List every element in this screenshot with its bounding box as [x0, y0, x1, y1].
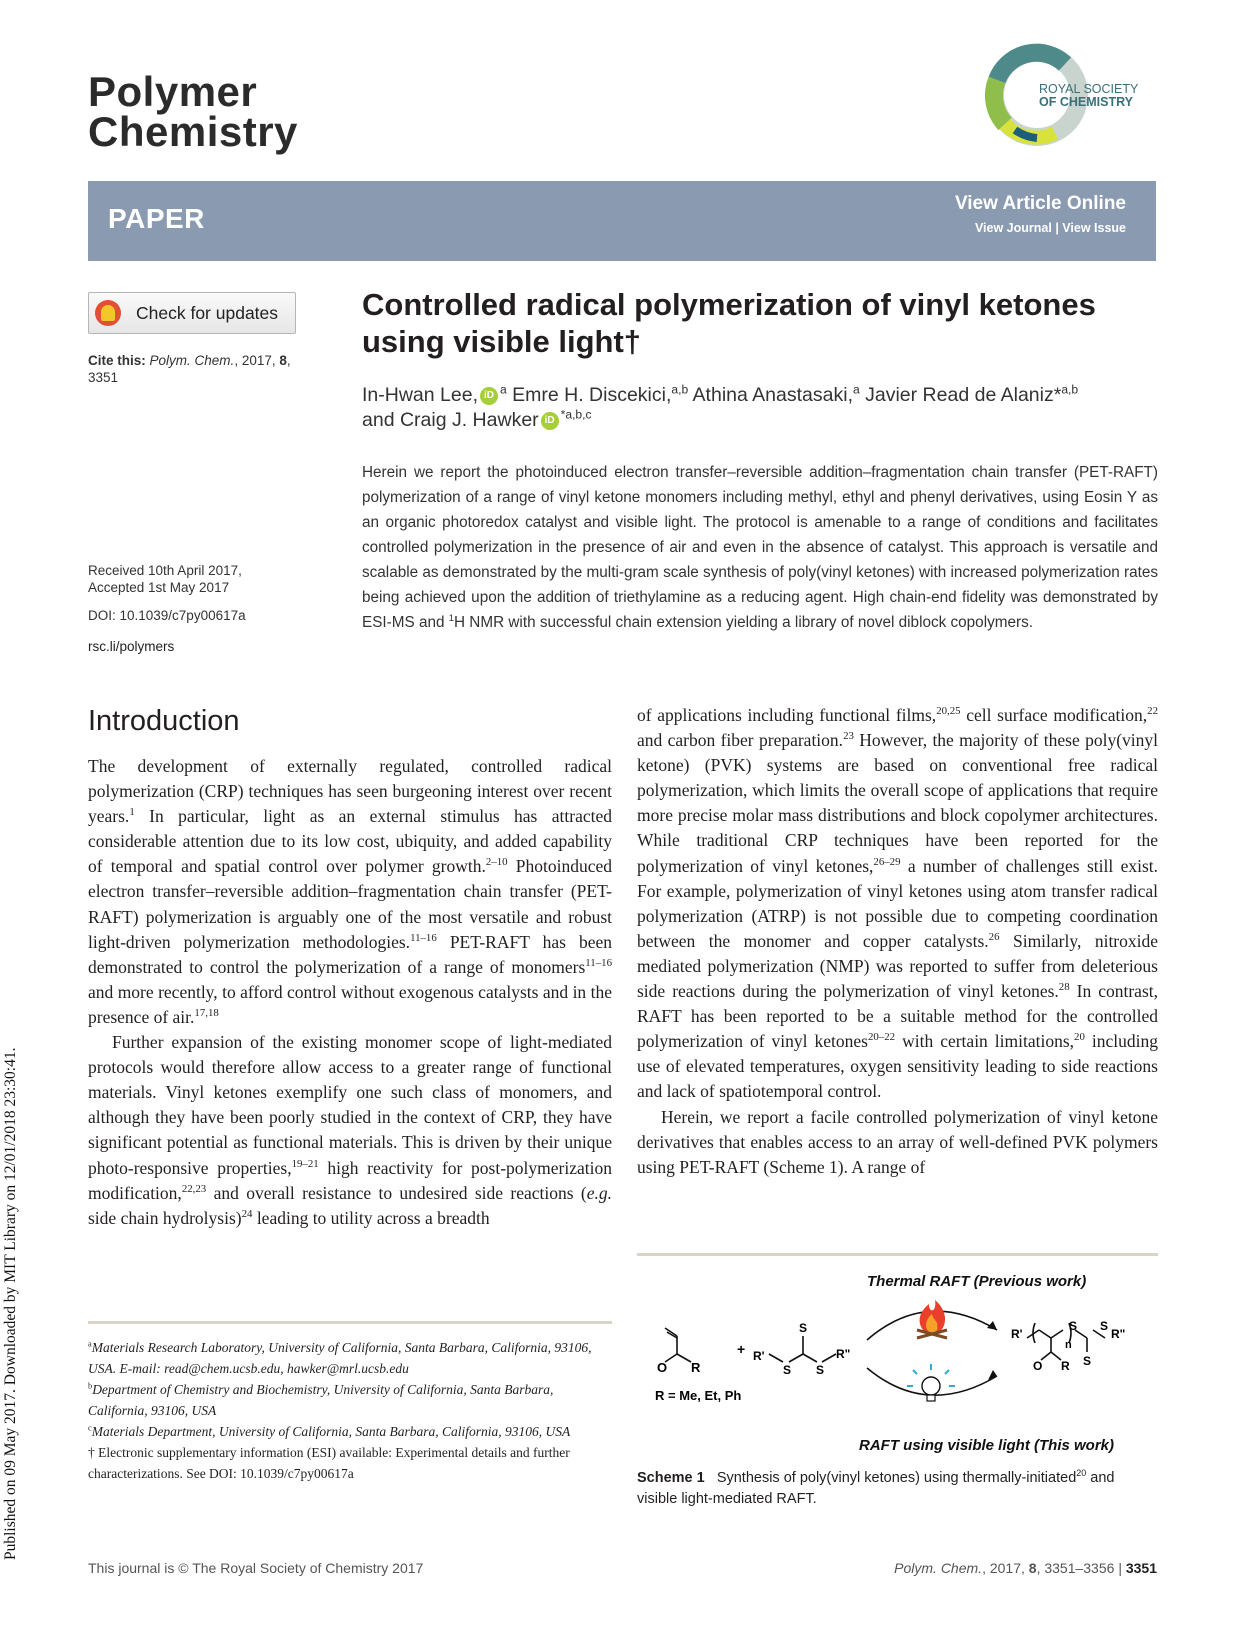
cite-page: 3351: [88, 370, 119, 385]
view-article-online-link[interactable]: View Article Online: [954, 193, 1126, 214]
check-for-updates-label: Check for updates: [136, 303, 279, 323]
author-1-affil: a: [499, 382, 507, 397]
cite-year: , 2017,: [234, 353, 280, 368]
cite-volume: 8: [279, 353, 287, 368]
footer-volume: 8: [1028, 1560, 1037, 1576]
author-list: [362, 383, 1162, 433]
article-type-label: PAPER: [108, 203, 205, 234]
journal-title: [88, 68, 298, 155]
footnote-divider: [88, 1321, 612, 1324]
footnote-affiliation-a: [88, 1337, 612, 1379]
svg-text:R': R': [1011, 1327, 1023, 1341]
svg-text:n: n: [1065, 1339, 1072, 1351]
citation-ref: 20: [1074, 1031, 1085, 1044]
citation-ref: 19–21: [291, 1157, 319, 1170]
author-4-affil: a,b: [1061, 382, 1079, 397]
view-issue-link[interactable]: View Issue: [1062, 221, 1126, 235]
author-1: In-Hwan Lee,: [362, 384, 478, 406]
footnote-affiliation-b: [88, 1379, 612, 1421]
rsc-logo-line2: OF CHEMISTRY: [1039, 95, 1133, 109]
article-title: [362, 286, 1162, 360]
copyright-footer: This journal is © The Royal Society of Chemistry 2017: [88, 1560, 424, 1576]
author-3-affil: a: [852, 382, 860, 397]
body-column-right: [637, 703, 1158, 1180]
citation-ref: 24: [241, 1207, 253, 1220]
scheme-1-figure: [637, 1268, 1158, 1478]
footer-pages: , 3351–3356: [1036, 1560, 1115, 1576]
citation-ref: 26–29: [873, 855, 901, 868]
scheme-divider: [637, 1253, 1158, 1256]
scheme-1-caption: [637, 1468, 1158, 1510]
author-2-affil: a,b: [671, 382, 689, 397]
rsc-logo-icon: [985, 40, 1155, 155]
svg-text:R": R": [1111, 1327, 1126, 1341]
footnote-c-marker: c: [88, 1423, 92, 1433]
vinyl-ketone-structure: [665, 1328, 691, 1362]
accepted-date: Accepted 1st May 2017: [88, 580, 230, 595]
footer-journal: Polym. Chem.: [894, 1560, 983, 1576]
rsc-logo-line1: ROYAL SOCIETY: [1039, 82, 1139, 96]
citation-ref: 11–16: [585, 956, 612, 969]
scheme-plus: +: [737, 1341, 746, 1357]
intro-paragraph-2: Further expansion of the existing monomer scope of light-mediated protocols would therefore allow access to a greater range of functional materials. Vinyl ketones exemplify one such class of monomers, and although they have been poorly studied in the context of CRP, they have significant potential as functional materials. This is driven by their unique photo-responsive properties,$^{19-21}$ high reactivity for post-polymerization modification,$^{22,23}$ and overall resistance to undesired side reactions (e.g. side chain hydrolysis)$^{24}$ leading to utility across a breadth: [88, 1032, 612, 1228]
check-for-updates-button[interactable]: [88, 292, 296, 334]
r-group-definition: R = Me, Et, Ph: [655, 1388, 742, 1403]
title-line1: Controlled radical polymerization of vinyl ketones: [362, 287, 1096, 322]
scheme-top-label: Thermal RAFT (Previous work): [867, 1273, 1087, 1290]
abstract: [362, 460, 1158, 635]
caption-ref: 20: [1076, 1468, 1087, 1479]
reaction-scheme-diagram: [637, 1268, 1158, 1468]
svg-text:S: S: [1069, 1319, 1078, 1333]
scheme-bottom-label: RAFT using visible light (This work): [859, 1437, 1115, 1454]
svg-text:S: S: [816, 1363, 825, 1377]
download-notice: Published on 09 May 2017. Downloaded by MIT Library on 12/01/2018 23:30:41.: [2, 1047, 19, 1560]
section-heading-introduction: Introduction: [88, 705, 240, 737]
author-4: Javier Read de Alaniz*: [865, 384, 1062, 406]
svg-text:S: S: [783, 1363, 792, 1377]
svg-text:R': R': [753, 1349, 765, 1363]
abstract-text: Herein we report the photoinduced electron transfer–reversible addition–fragmentation chain transfer (PET-RAFT) polymerization of a range of vinyl ketone monomers including methyl, ethyl and phenyl derivatives, using Eosin Y as an organic photoredox catalyst and visible light. The protocol is amenable to a range of conditions and facilitates controlled polymerization in the presence of air and even in the absence of catalyst. This approach is versatile and scalable as demonstrated by the multi-gram scale synthesis of poly(vinyl ketones) with increased polymerization rates being achieved upon the addition of triethylamine as a reducing agent. High chain-end fidelity was demonstrated by ESI-MS and: [362, 464, 1158, 631]
cite-tail: ,: [286, 353, 291, 368]
view-journal-link[interactable]: View Journal: [974, 221, 1052, 235]
footnote-b-marker: b: [88, 1381, 93, 1391]
article-dates: [88, 562, 242, 596]
link-separator: |: [1055, 221, 1059, 235]
footer-year: , 2017,: [982, 1560, 1029, 1576]
svg-text:R: R: [691, 1360, 701, 1375]
footnote-a-text: Materials Research Laboratory, University of California, Santa Barbara, California, 93106, USA. E-mail: read@chem.ucsb.edu, hawker@mrl.ucsb.edu: [88, 1340, 592, 1376]
svg-text:S: S: [799, 1321, 808, 1335]
svg-text:O: O: [657, 1360, 668, 1375]
footnote-b-text: Department of Chemistry and Biochemistry, University of California, Santa Barbara, California, 93106, USA: [88, 1382, 554, 1418]
citation-ref: 23: [843, 730, 854, 743]
page-footer-citation: [894, 1560, 1157, 1576]
footnote-c-text: Materials Department, University of California, Santa Barbara, California, 93106, USA: [91, 1424, 571, 1439]
svg-text:R": R": [836, 1347, 851, 1361]
citation: [88, 352, 318, 386]
citation-ref: 20–22: [867, 1031, 896, 1044]
flame-icon: [917, 1300, 947, 1338]
title-line2: using visible light†: [362, 324, 642, 359]
author-2: Emre H. Discekici,: [512, 384, 672, 406]
caption-text-end: and visible light-mediated RAFT.: [637, 1470, 1115, 1507]
svg-text:O: O: [1033, 1359, 1043, 1373]
svg-text:R: R: [1061, 1359, 1070, 1373]
footer-separator: |: [1118, 1560, 1122, 1576]
citation-ref: 1: [129, 806, 135, 819]
citation-ref: 22: [1147, 705, 1158, 718]
journal-links: [975, 221, 1126, 235]
caption-text: Synthesis of poly(vinyl ketones) using thermally-initiated: [716, 1470, 1077, 1486]
caption-label: Scheme 1: [637, 1470, 705, 1486]
page-number: 3351: [1125, 1560, 1157, 1576]
abstract-text-end: H NMR with successful chain extension yielding a library of novel diblock copolymers.: [454, 614, 1033, 631]
footnote-esi: † Electronic supplementary information (ESI) available: Experimental details and further characterizations. See DOI: 10.1039/c7py00617a: [88, 1445, 570, 1481]
cite-journal: Polym. Chem.: [149, 353, 235, 368]
doi[interactable]: DOI: 10.1039/c7py00617a: [88, 608, 246, 623]
intro-paragraph-3: of applications including functional films,$^{20,25}$ cell surface modification,$^{22}$ and carbon fiber preparation.$^{23}$ However, the majority of these poly(vinyl ketone) (PVK) systems are based on conventional free radical polymerization, which limits the overall scope of applications that require more precise molar mass distributions and block copolymer architectures. While traditional CRP techniques have been reported for the polymerization of vinyl ketones,$^{26-29}$ a number of challenges still exist. For example, polymerization of vinyl ketones using atom transfer radical polymerization (ATRP) is not possible due to competing coordination between the monomer and copper catalysts.$^{26}$ Similarly, nitroxide mediated polymerization (NMP) was reported to suffer from deleterious side reactions during the polymerization of vinyl ketones.$^{28}$ In contrast, RAFT has been reported to be a suitable method for the controlled polymerization of vinyl ketones$^{20-22}$ with certain limitations,$^{20}$ including use of elevated temperatures, oxygen sensitivity leading to side reactions and lack of spatiotemporal control.: [637, 705, 1159, 1102]
citation-ref: 11–16: [410, 931, 437, 944]
author-3: Athina Anastasaki,: [692, 384, 853, 406]
rsc-logo: [985, 40, 1155, 155]
citation-ref: 17,18: [194, 1007, 219, 1020]
footnote-a-marker: a: [88, 1339, 92, 1349]
journal-title-line1: Polymer: [88, 68, 258, 115]
orcid-icon[interactable]: iD: [480, 387, 498, 405]
citation-ref: 20,25: [936, 705, 961, 718]
citation-ref: 22,23: [181, 1182, 207, 1195]
intro-paragraph-1: The development of externally regulated, controlled radical polymerization (CRP) techniques has seen burgeoning interest over recent years.$^1$ In particular, light as an external stimulus has attracted considerable attention due to its low cost, ubiquity, and added capability of temporal and spatial control over polymer growth.$^{2-10}$ Photoinduced electron transfer–reversible addition–fragmentation chain transfer (PET-RAFT) polymerization is arguably one of the most versatile and robust light-driven polymerization methodologies.$^{11-16}$ PET-RAFT has been demonstrated to control the polymerization of a range of monomers$^{11-16}$ and more recently, to afford control without exogenous catalysts and in the presence of air.$^{17,18}$: [88, 756, 612, 1027]
citation-ref: 2–10: [485, 856, 508, 869]
author-5-affil: *a,b,c: [560, 407, 592, 422]
svg-text:S: S: [1100, 1319, 1109, 1333]
svg-text:S: S: [1083, 1354, 1092, 1368]
body-column-left: [88, 754, 612, 1231]
received-date: Received 10th April 2017,: [88, 563, 242, 578]
intro-paragraph-4: Herein, we report a facile controlled polymerization of vinyl ketone derivatives that enables access to an array of well-defined PVK polymers using PET-RAFT (Scheme 1). A range of: [637, 1106, 1158, 1177]
footnote-affiliation-c: [88, 1421, 612, 1442]
author-5: and Craig J. Hawker: [362, 409, 539, 431]
crossmark-icon: [95, 300, 121, 326]
light-bulb-icon: [907, 1364, 955, 1401]
footnotes: [88, 1337, 612, 1484]
abstract-sup: 1: [448, 612, 454, 624]
journal-title-line2: Chemistry: [88, 108, 298, 155]
orcid-icon[interactable]: iD: [541, 412, 559, 430]
cta-structure: [769, 1336, 836, 1362]
citation-ref: 26: [988, 931, 1000, 944]
journal-site-link[interactable]: rsc.li/polymers: [88, 639, 175, 654]
citation-ref: 28: [1058, 981, 1070, 994]
cite-label: Cite this:: [88, 353, 146, 368]
article-type-banner: [88, 181, 1156, 261]
